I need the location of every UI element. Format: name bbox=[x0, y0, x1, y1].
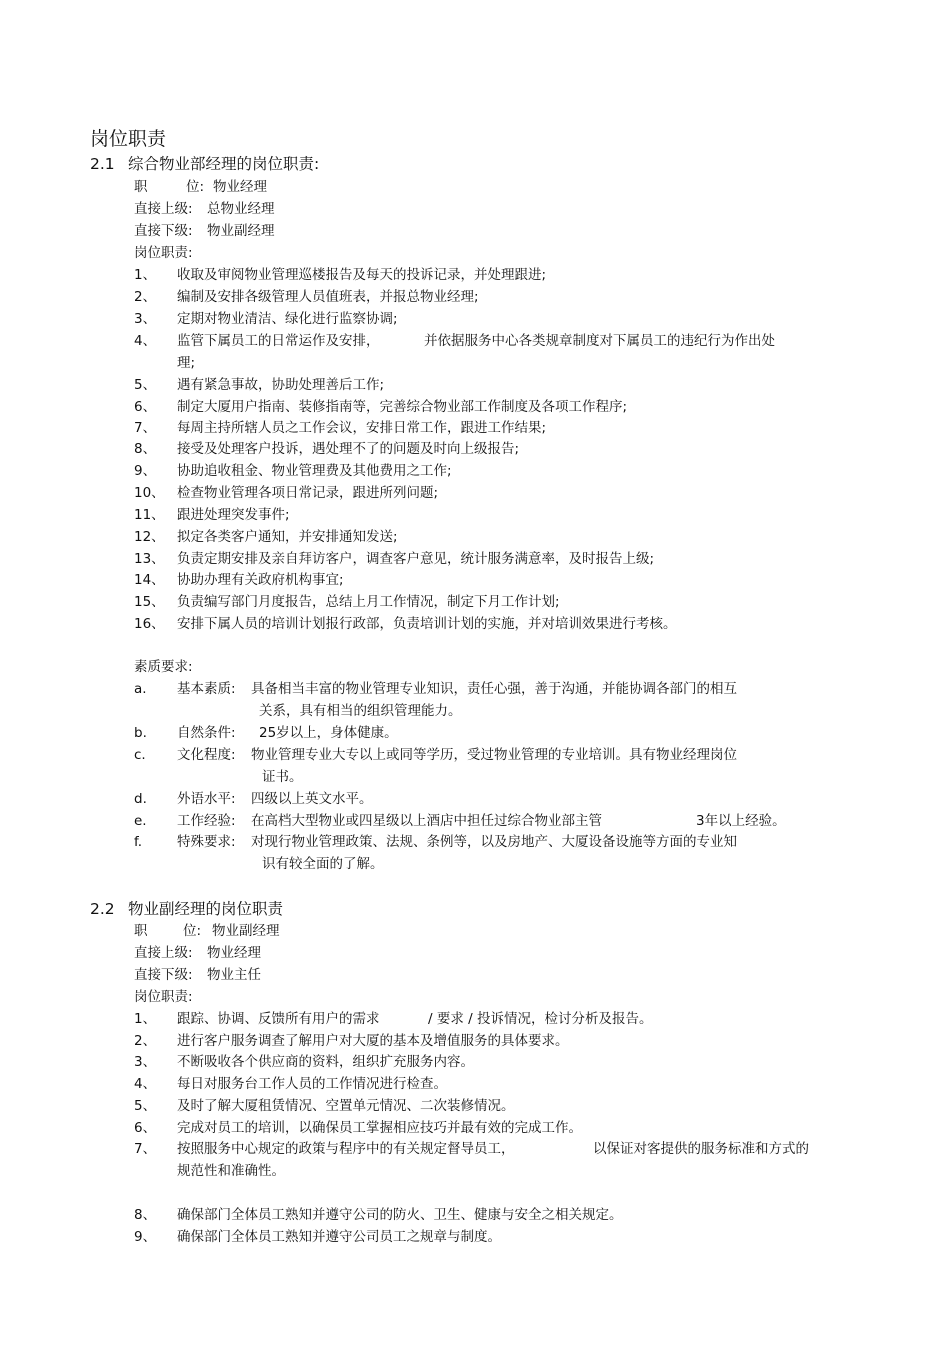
list-item-number: 2、 bbox=[134, 289, 157, 305]
list-item: 跟踪、协调、反馈所有用户的需求 bbox=[177, 1011, 380, 1027]
subordinate-value: 物业副经理 bbox=[207, 223, 275, 239]
qualifications-heading: 素质要求: bbox=[134, 659, 193, 675]
section-number: 2.1 bbox=[90, 155, 115, 173]
qualification-key: 外语水平: bbox=[177, 791, 236, 807]
qualification-value-wrap: 识有较全面的了解。 bbox=[262, 856, 384, 872]
position-value: 物业经理 bbox=[213, 179, 267, 195]
position-label-suffix: 位: bbox=[186, 179, 205, 195]
position-label: 职 bbox=[134, 179, 148, 195]
position-value: 物业副经理 bbox=[212, 923, 280, 939]
list-item: 确保部门全体员工熟知并遵守公司的防火、卫生、健康与安全之相关规定。 bbox=[177, 1207, 623, 1223]
qualification-key: 文化程度: bbox=[177, 747, 236, 763]
list-item: 负责编写部门月度报告，总结上月工作情况，制定下月工作计划; bbox=[177, 594, 560, 610]
supervisor-label: 直接上级: bbox=[134, 201, 193, 217]
qualification-value: 在高档大型物业或四星级以上酒店中担任过综合物业部主管 bbox=[251, 813, 602, 829]
position-label: 职 bbox=[134, 923, 148, 939]
list-item-number: 8、 bbox=[134, 1207, 157, 1223]
list-item: 进行客户服务调查了解用户对大厦的基本及增值服务的具体要求。 bbox=[177, 1033, 569, 1049]
supervisor-value: 物业经理 bbox=[207, 945, 261, 961]
list-item-number: f. bbox=[134, 834, 143, 850]
list-item-number: 5、 bbox=[134, 1098, 157, 1114]
list-item: 检查物业管理各项日常记录，跟进所列问题; bbox=[177, 485, 439, 501]
list-item: 每周主持所辖人员之工作会议，安排日常工作，跟进工作结果; bbox=[177, 420, 547, 436]
list-item: 按照服务中心规定的政策与程序中的有关规定督导员工， bbox=[177, 1141, 515, 1157]
list-item: 拟定各类客户通知，并安排通知发送; bbox=[177, 529, 398, 545]
list-item-continued: 以保证对客提供的服务标准和方式的 bbox=[593, 1141, 809, 1157]
duties-heading: 岗位职责: bbox=[134, 989, 193, 1005]
list-item-number: 6、 bbox=[134, 399, 157, 415]
list-item-number: 3、 bbox=[134, 1054, 157, 1070]
list-item-number: 11、 bbox=[134, 507, 165, 523]
list-item: 编制及安排各级管理人员值班表，并报总物业经理; bbox=[177, 289, 479, 305]
qualification-value: 物业管理专业大专以上或同等学历，受过物业管理的专业培训。具有物业经理岗位 bbox=[251, 747, 737, 763]
list-item-number: 10、 bbox=[134, 485, 165, 501]
list-item: 跟进处理突发事件; bbox=[177, 507, 290, 523]
qualification-value: 四级以上英文水平。 bbox=[251, 791, 373, 807]
list-item-number: 1、 bbox=[134, 267, 157, 283]
list-item: 不断吸收各个供应商的资料，组织扩充服务内容。 bbox=[177, 1054, 474, 1070]
list-item: 安排下属人员的培训计划报行政部，负责培训计划的实施，并对培训效果进行考核。 bbox=[177, 616, 677, 632]
list-item: 制定大厦用户指南、装修指南等，完善综合物业部工作制度及各项工作程序; bbox=[177, 399, 628, 415]
list-item-number: e. bbox=[134, 813, 147, 829]
list-item: 每日对服务台工作人员的工作情况进行检查。 bbox=[177, 1076, 447, 1092]
duties-heading: 岗位职责: bbox=[134, 245, 193, 261]
list-item: 确保部门全体员工熟知并遵守公司员工之规章与制度。 bbox=[177, 1229, 501, 1245]
list-item-number: 7、 bbox=[134, 1141, 157, 1157]
list-item-number: 14、 bbox=[134, 572, 165, 588]
list-item-number: 16、 bbox=[134, 616, 165, 632]
qualification-value-wrap: 证书。 bbox=[262, 769, 303, 785]
list-item-number: 4、 bbox=[134, 1076, 157, 1092]
list-item: 协助追收租金、物业管理费及其他费用之工作; bbox=[177, 463, 452, 479]
list-item-number: 8、 bbox=[134, 441, 157, 457]
list-item-number: a. bbox=[134, 681, 147, 697]
qualification-value: 对现行物业管理政策、法规、条例等，以及房地产、大厦设备设施等方面的专业知 bbox=[251, 834, 737, 850]
list-item-number: 15、 bbox=[134, 594, 165, 610]
list-item-number: 9、 bbox=[134, 463, 157, 479]
list-item: 监管下属员工的日常运作及安排， bbox=[177, 333, 380, 349]
list-item-number: 9、 bbox=[134, 1229, 157, 1245]
list-item-number: 12、 bbox=[134, 529, 165, 545]
qualification-value-continued: 3年以上经验。 bbox=[696, 813, 786, 829]
list-item: 负责定期安排及亲自拜访客户，调查客户意见，统计服务满意率，及时报告上级; bbox=[177, 551, 655, 567]
qualification-value-wrap: 关系，具有相当的组织管理能力。 bbox=[259, 703, 462, 719]
subordinate-label: 直接下级: bbox=[134, 967, 193, 983]
list-item-number: b. bbox=[134, 725, 147, 741]
supervisor-label: 直接上级: bbox=[134, 945, 193, 961]
list-item-number: 3、 bbox=[134, 311, 157, 327]
list-item-wrap: 理; bbox=[177, 355, 196, 371]
section-title: 物业副经理的岗位职责 bbox=[128, 900, 284, 918]
subordinate-value: 物业主任 bbox=[207, 967, 261, 983]
document-title: 岗位职责 bbox=[90, 128, 167, 150]
list-item-number: 2、 bbox=[134, 1033, 157, 1049]
qualification-key: 自然条件: bbox=[177, 725, 236, 741]
supervisor-value: 总物业经理 bbox=[207, 201, 275, 217]
list-item-number: 4、 bbox=[134, 333, 157, 349]
list-item: 及时了解大厦租赁情况、空置单元情况、二次装修情况。 bbox=[177, 1098, 515, 1114]
section-title: 综合物业部经理的岗位职责: bbox=[128, 155, 320, 173]
position-label-suffix: 位: bbox=[183, 923, 202, 939]
qualification-value: 25岁以上，身体健康。 bbox=[259, 725, 398, 741]
qualification-key: 特殊要求: bbox=[177, 834, 236, 850]
qualification-value: 具备相当丰富的物业管理专业知识，责任心强，善于沟通，并能协调各部门的相互 bbox=[251, 681, 737, 697]
list-item: 协助办理有关政府机构事宜; bbox=[177, 572, 344, 588]
list-item: 完成对员工的培训，以确保员工掌握相应技巧并最有效的完成工作。 bbox=[177, 1120, 582, 1136]
list-item-continued: / 要求 / 投诉情况，检讨分析及报告。 bbox=[428, 1011, 653, 1027]
list-item-number: 5、 bbox=[134, 377, 157, 393]
list-item-number: d. bbox=[134, 791, 147, 807]
qualification-key: 工作经验: bbox=[177, 813, 236, 829]
list-item: 接受及处理客户投诉，遇处理不了的问题及时向上级报告; bbox=[177, 441, 520, 457]
list-item-number: c. bbox=[134, 747, 146, 763]
list-item-number: 6、 bbox=[134, 1120, 157, 1136]
subordinate-label: 直接下级: bbox=[134, 223, 193, 239]
list-item-number: 1、 bbox=[134, 1011, 157, 1027]
list-item: 收取及审阅物业管理巡楼报告及每天的投诉记录，并处理跟进; bbox=[177, 267, 547, 283]
list-item-continued: 并依据服务中心各类规章制度对下属员工的违纪行为作出处 bbox=[424, 333, 775, 349]
list-item: 定期对物业清洁、绿化进行监察协调; bbox=[177, 311, 398, 327]
list-item: 遇有紧急事故，协助处理善后工作; bbox=[177, 377, 385, 393]
qualification-key: 基本素质: bbox=[177, 681, 236, 697]
list-item-wrap: 规范性和准确性。 bbox=[177, 1163, 285, 1179]
section-number: 2.2 bbox=[90, 900, 115, 918]
list-item-number: 13、 bbox=[134, 551, 165, 567]
list-item-number: 7、 bbox=[134, 420, 157, 436]
